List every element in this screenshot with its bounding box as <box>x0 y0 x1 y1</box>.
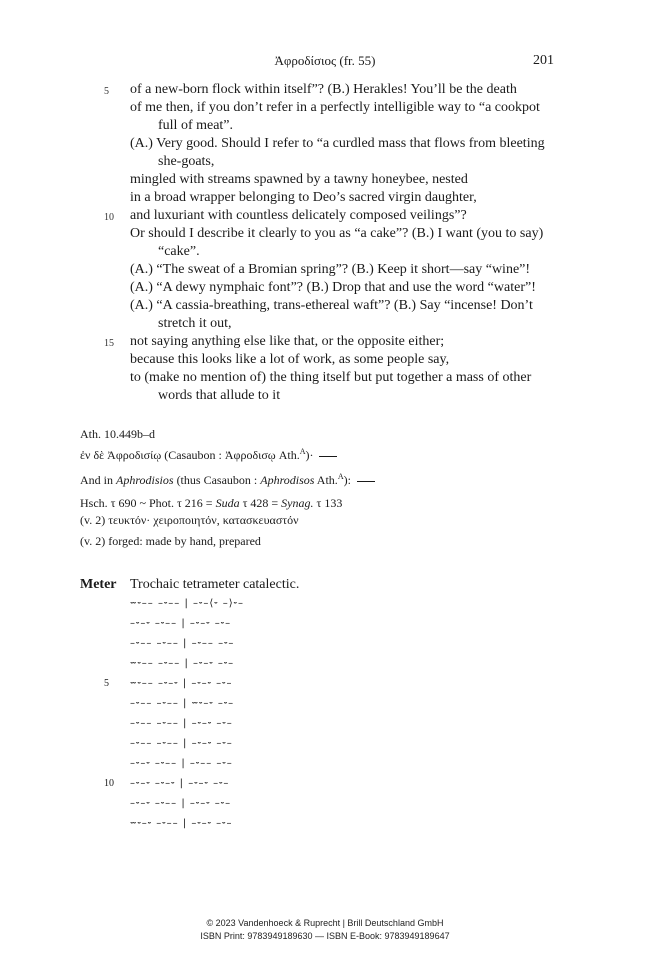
meter-scheme-line <box>80 694 580 714</box>
lex-synag: Synag. <box>281 496 314 510</box>
verse-text: (A.) “The sweat of a Bromian spring”? (B.) Keep it short—say “wine”! <box>130 262 531 277</box>
variant-aphrodisos: Aphrodisos <box>260 473 315 487</box>
line-number: 10 <box>104 212 114 223</box>
meter-heading <box>80 576 580 594</box>
footer-isbn: ISBN Print: 9783949189630 — ISBN E-Book: 9783949189647 <box>200 931 450 941</box>
meter-scheme: ⏖⏑–– –⏑–– | –⏑–⟨⏑ –⟩⏑– <box>130 598 244 609</box>
english-intro-text-2: (thus Casaubon : <box>173 473 261 487</box>
meter-scheme-line <box>80 754 580 774</box>
verse-line <box>80 279 570 297</box>
english-intro <box>80 468 580 489</box>
verse-text: because this looks like a lot of work, as some people say, <box>130 352 450 367</box>
greek-intro-text: ἐν δὲ Ἀφροδισίῳ (Casaubon : Ἀφροδισῳ Ath. <box>80 448 300 462</box>
meter-scheme-line <box>80 794 580 814</box>
meter-scheme: –⏑–⏑ –⏑–– | –⏑–– –⏑– <box>130 758 233 769</box>
verse-line <box>80 81 570 99</box>
meter-scheme: ⏖⏑–⏑ –⏑–– | –⏑–⏑ –⏑– <box>130 818 233 829</box>
meter-description: Trochaic tetrameter catalectic. <box>130 577 300 592</box>
gloss-english: (v. 2) forged: made by hand, prepared <box>80 534 261 548</box>
verse-line <box>80 333 570 351</box>
source-apparatus <box>80 426 580 550</box>
translation-verse <box>80 81 570 405</box>
page-footer <box>0 917 650 943</box>
meter-scheme-line <box>80 714 580 734</box>
verse-line <box>80 117 570 135</box>
verse-line <box>80 207 570 225</box>
line-number: 15 <box>104 338 114 349</box>
verse-line <box>80 189 570 207</box>
meter-scheme-line <box>80 814 580 834</box>
dash-rule <box>319 456 337 457</box>
verse-text: of a new-born flock within itself”? (B.) Herakles! You’ll be the death <box>130 82 517 97</box>
verse-text: she-goats, <box>158 154 215 169</box>
title-aphrodisios: Aphrodisios <box>116 473 174 487</box>
verse-text: mingled with streams spawned by a tawny honeybee, nested <box>130 172 468 187</box>
verse-text: stretch it out, <box>158 316 232 331</box>
verse-line <box>80 351 570 369</box>
meter-label: Meter <box>80 577 117 592</box>
verse-text: not saying anything else like that, or the opposite either; <box>130 334 445 349</box>
english-intro-text: And in <box>80 473 116 487</box>
verse-line <box>80 387 570 405</box>
manuscript-siglum-en: A <box>337 472 344 481</box>
verse-line <box>80 297 570 315</box>
verse-text: Or should I describe it clearly to you as “a cake”? (B.) I want (you to say) <box>130 226 544 241</box>
greek-intro-end: )· <box>305 448 314 462</box>
verse-line <box>80 99 570 117</box>
verse-text: of me then, if you don’t refer in a perfectly intelligible way to “a cookpot <box>130 100 540 115</box>
gloss-greek: (v. 2) τευκτόν· χειροποιητόν, κατασκευαστόν <box>80 513 299 527</box>
meter-scheme-line <box>80 674 580 694</box>
meter-scheme: –⏑–– –⏑–– | –⏑–– –⏑– <box>130 638 235 649</box>
lex-text-2: τ 428 = <box>239 496 282 510</box>
lexicon-references <box>80 495 580 512</box>
manuscript-siglum: A <box>299 447 306 456</box>
verse-line <box>80 135 570 153</box>
verse-line <box>80 369 570 387</box>
meter-scheme-line <box>80 594 580 614</box>
footer-copyright: © 2023 Vandenhoeck & Ruprecht | Brill Deutschland GmbH <box>206 918 444 928</box>
greek-intro <box>80 443 580 464</box>
meter-line-number: 10 <box>104 778 114 789</box>
meter-scheme: –⏑–– –⏑–– | ⏖⏑–⏑ –⏑– <box>130 698 235 709</box>
english-intro-text-3: Ath. <box>314 473 338 487</box>
lex-text-1: Hsch. τ 690 ~ Phot. τ 216 = <box>80 496 216 510</box>
meter-scheme: ⏖⏑–– –⏑–⏑ | –⏑–⏑ –⏑– <box>130 678 233 689</box>
source-citation: Ath. 10.449b–d <box>80 427 155 441</box>
verse-text: full of meat”. <box>158 118 234 133</box>
verse-line <box>80 153 570 171</box>
verse-text: (A.) “A dewy nymphaic font”? (B.) Drop that and use the word “water”! <box>130 280 536 295</box>
verse-line <box>80 225 570 243</box>
meter-scheme: –⏑–– –⏑–– | –⏑–⏑ –⏑– <box>130 738 233 749</box>
verse-text: (A.) “A cassia-breathing, trans-ethereal waft”? (B.) Say “incense! Don’t <box>130 298 533 313</box>
meter-section <box>80 576 580 834</box>
dash-rule-en <box>357 481 375 482</box>
meter-scheme-line <box>80 734 580 754</box>
lex-suda: Suda <box>215 496 240 510</box>
meter-line-number: 5 <box>104 678 109 689</box>
meter-scheme: –⏑–⏑ –⏑–– | –⏑–⏑ –⏑– <box>130 798 232 809</box>
page-number: 201 <box>533 53 554 68</box>
meter-scheme-line <box>80 634 580 654</box>
meter-schemes <box>80 594 580 834</box>
meter-scheme-line <box>80 654 580 674</box>
meter-scheme-line <box>80 614 580 634</box>
running-title: Ἀφροδίσιος (fr. 55) <box>274 53 376 68</box>
meter-scheme: ⏖⏑–– –⏑–– | –⏑–⏑ –⏑– <box>130 658 235 669</box>
meter-scheme: –⏑–⏑ –⏑–⏑ | –⏑–⏑ –⏑– <box>130 778 230 789</box>
line-number: 5 <box>104 86 109 97</box>
verse-text: to (make no mention of) the thing itself but put together a mass of other <box>130 370 532 385</box>
verse-line <box>80 171 570 189</box>
meter-scheme-line <box>80 774 580 794</box>
verse-text: and luxuriant with countless delicately composed veilings”? <box>130 208 467 223</box>
verse-text: words that allude to it <box>158 388 281 403</box>
verse-line <box>80 243 570 261</box>
verse-text: in a broad wrapper belonging to Deo’s sacred virgin daughter, <box>130 190 477 205</box>
meter-scheme: –⏑–⏑ –⏑–– | –⏑–⏑ –⏑– <box>130 618 232 629</box>
verse-text: “cake”. <box>158 244 200 259</box>
verse-line <box>80 261 570 279</box>
verse-line <box>80 315 570 333</box>
english-intro-end: ): <box>343 473 351 487</box>
lex-text-3: τ 133 <box>313 496 343 510</box>
meter-scheme: –⏑–– –⏑–– | –⏑–⏑ –⏑– <box>130 718 233 729</box>
verse-text: (A.) Very good. Should I refer to “a curdled mass that flows from bleeting <box>130 136 545 151</box>
